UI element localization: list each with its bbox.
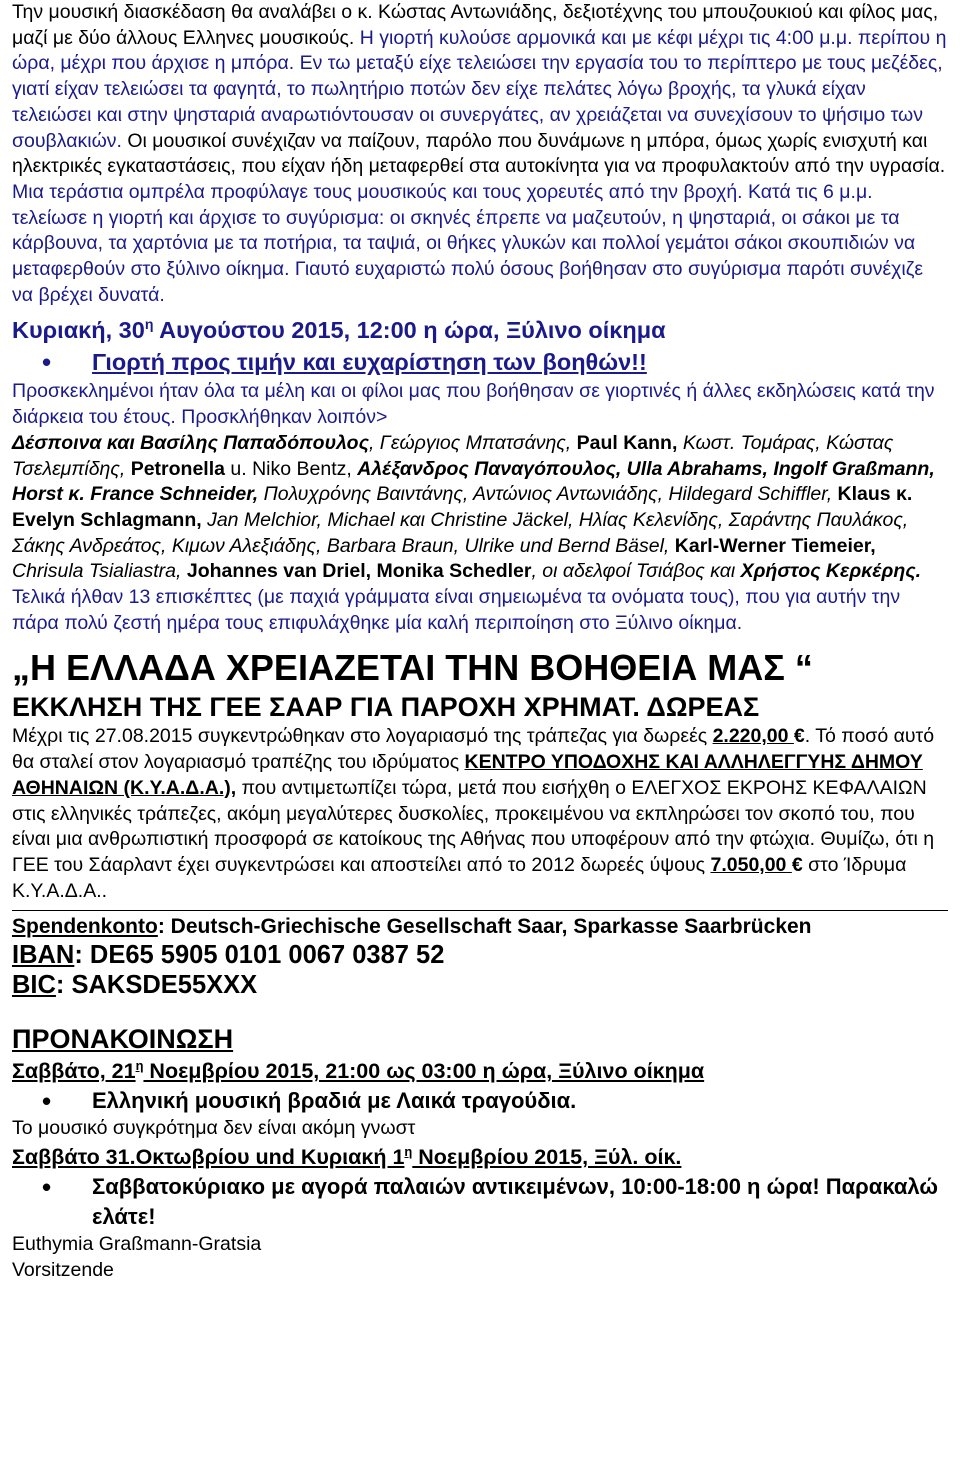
euro-sign: € xyxy=(791,853,803,876)
appeal-subheading: ΕΚΚΛΗΣΗ ΤΗΣ ΓΕΕ ΣΑΑΡ ΓΙΑ ΠΑΡΟΧΗ ΧΡΗΜΑΤ. ΔΩΡΕΑΣ xyxy=(12,692,760,723)
intro-text: Οι μουσικοί συνέχιζαν να παίζουν, παρόλο που δυνάμωνε η μπόρα, όμως χωρίς ενισχυτή και ηλεκτρικές εγκαταστάσεις, που είχαν ήδη μεταφερθεί στα αυτοκίνητα για να προφυλακτούν από την υγρασία. xyxy=(12,129,946,178)
organization-name: ΚΕΝΤΡΟ ΥΠΟΔΟΧΗΣ ΚΑΙ ΑΛΛΗΛΕΓΓΥΗΣ ΔΗΜΟΥ ΑΘΗΝΑΙΩΝ (Κ.Υ.Α.Δ.Α.), xyxy=(12,751,923,799)
bic-line: BIC: SAKSDE55XXX xyxy=(12,971,258,1000)
appeal-paragraph: Μέχρι τις 27.08.2015 συγκεντρώθηκαν στο λογαριασμό της τράπεζας για δωρεές 2.220,00 €. Τό ποσό αυτό θα σταλεί στον λογαριασμό τραπέζης του ιδρύματος ΚΕΝΤΡΟ ΥΠΟΔΟΧΗΣ ΚΑΙ ΑΛΛΗΛΕΓΓΥΗΣ ΔΗΜΟΥ ΑΘΗΝΑΙΩΝ (Κ.Υ.Α.Δ.Α.), που αντιμετωπίζει τώρα, μετά που εισήχθη ο ΕΛΕΓΧΟΣ ΕΚΡΟΗΣ ΚΕΦΑΛΑΙΩΝ στις ελληνικές τράπεζες, ακόμη μεγαλύτερες δυσκολίες, προκειμένου να εκπληρώσει τον σκοπό του, που είναι μια ανθρωπιστική προσφορά σε κατοίκους της Αθήνας που υποφέρουν από την φτώχια. Θυμίζω, ότι η ΓΕΕ του Σάαρλαντ έχει συγκεντρώσει και αποστείλει από το 2012 δωρεές ύψους 7.050,00 € στο Ίδρυμα Κ.Υ.Α.Δ.Α.. xyxy=(12,725,935,902)
event-date-heading: Κυριακή, $30^\eta$ Αυγούστου 2015, 12:00 η ώρα, Ξύλινο οίκημα xyxy=(12,316,666,344)
document-page xyxy=(12,0,948,1284)
announcement-bullet-2: • Σαββατοκύριακο με αγορά παλαιών αντικειμένων, 10:00-18:00 η ώρα! Παρακαλώ ελάτε! xyxy=(12,1172,948,1232)
announcement-date-2: Σαββάτο 31.Οκτωβρίου und Κυριακή $1^\eta$ Νοεμβρίου 2015, Ξύλ. οίκ. xyxy=(12,1143,682,1170)
bank-account-line: Spendenkonto: Deutsch-Griechische Gesellschaft Saar, Sparkasse Saarbrücken xyxy=(12,915,812,939)
iban-line: IBAN: DE65 5905 0101 0067 0387 52 xyxy=(12,941,445,970)
announcement-title: ΠΡΟΝΑΚΟΙΝΩΣΗ xyxy=(12,1024,234,1055)
appeal-heading: „Η ΕΛΛΑΔΑ ΧΡΕΙΑΖΕΤΑΙ ΤΗΝ ΒΟΗΘΕΙΑ ΜΑΣ “ xyxy=(12,647,813,689)
intro-text: Κατά τις 6 μ.μ. τελείωσε η γιορτή και άρχισε το συγύρισμα: οι σκηνές έπρεπε να μαζευτούν, η ψησταριά, οι σάκοι με τα κάρβουνα, τα χαρτόνια με τα ποτήρια, τα ταψιά, οι θήκες γλυκών και πολλοί γεμάτοι σάκοι σκουπιδιών να μεταφερθούν στο ξύλινο οίκημα. Γιαυτό ευχαριστώ πολύ όσους βοήθησαν στο συγύρισμα παρότι συνέχιζε να βρέχει δυνατά. xyxy=(12,180,924,306)
intro-text: Η γιορτή κυλούσε αρμονικά και με κέφι μέχρι τις 4:00 μ.μ. περίπου η ώρα, μέχρι που άρχισε η μπόρα. xyxy=(12,26,947,75)
signature-name: Euthymia Graßmann-Gratsia xyxy=(12,1233,262,1256)
amount-raised: 2.220,00 xyxy=(712,725,789,748)
intro-text: Εν τω μεταξύ είχε τελειώσει την εργασία του το περίπτερο με τους μεζέδες, γιατί είχαν τελειώσει τα φαγητά, το πωλητήριο ποτών δεν είχε πελάτες λόγω βροχής, τα γλυκά είχαν τελειώσει και στην ψησταριά αναρωτιόντουσαν οι συνεργάτες, αν χρειάζεται να συνεχίσουν το ψήσιμο των σουβλακιών. xyxy=(12,52,943,152)
amount-total: 7.050,00 xyxy=(710,853,787,876)
bank-details xyxy=(12,910,948,1000)
signature-role: Vorsitzende xyxy=(12,1258,114,1281)
announcement-date-1: Σαββάτο, $21^\eta$ Νοεμβρίου 2015, 21:00 ως 03:00 η ώρα, Ξύλινο οίκημα xyxy=(12,1058,705,1084)
event-bullet: • Γιορτή προς τιμήν και ευχαρίστηση των βοηθών!! xyxy=(12,346,948,379)
euro-sign: € xyxy=(793,725,805,748)
intro-text: Την μουσική διασκέδαση θα αναλάβει ο κ. Κώστας Αντωνιάδης, δεξιοτέχνης του μπουζουκιού και φίλος μας, μαζί με δύο άλλους Ελληνες μουσικούς. xyxy=(12,1,939,49)
event-paragraph: Προσκεκλημένοι ήταν όλα τα μέλη και οι φίλοι μας που βοήθησαν σε γιορτινές ή άλλες εκδηλώσεις κατά την διάρκεια του έτους. Προσκλήθηκαν λοιπόν> Δέσποινα και Βασίλης Παπαδόπουλος, Γεώργιος Μπατσάνης, Paul Kann, Κωστ. Τομάρας, Κώστας Τσελεμπίδης, Petronella u. Niko Bentz, Αλέξανδρος Παναγόπουλος, Ulla Abrahams, Ingolf Graßmann, Horst κ. France Schneider, Πολυχρόνης Βαιντάνης, Αντώνιος Αντωνιάδης, Hildegard Schiffler, Klaus κ. Evelyn Schlagmann, Jan Melchior, Michael και Christine Jäckel, Ηλίας Κελενίδης, Σαράντης Παυλάκος, Σάκης Ανδρεάτος, Κιμων Αλεξιάδης, Barbara Braun, Ulrike und Bernd Bäsel, Karl-Werner Tiemeier, Chrisula Tsialiastra, Johannes van Driel, Monika Schedler, οι αδελφοί Τσιάβος και Χρήστος Κερκέρης. Τελικά ήλθαν 13 επισκέπτες (με παχιά γράμματα είναι σημειωμένα τα ονόματα τους), που για αυτήν την πάρα πολύ ζεστή ημέρα τους επιφυλάχθηκε μία καλή περιποίηση στο Ξύλινο οίκημα. xyxy=(12,380,935,634)
announcement-bullet-1: • Ελληνική μουσική βραδιά με Λαικά τραγούδια. xyxy=(12,1086,948,1116)
announcement-note: Το μουσικό συγκρότημα δεν είναι ακόμη γνωστ xyxy=(12,1117,416,1140)
intro-paragraph xyxy=(12,0,948,308)
intro-text: Μια τεράστια ομπρέλα προφύλαγε τους μουσικούς και τους χορευτές από την βροχή. xyxy=(12,180,743,203)
